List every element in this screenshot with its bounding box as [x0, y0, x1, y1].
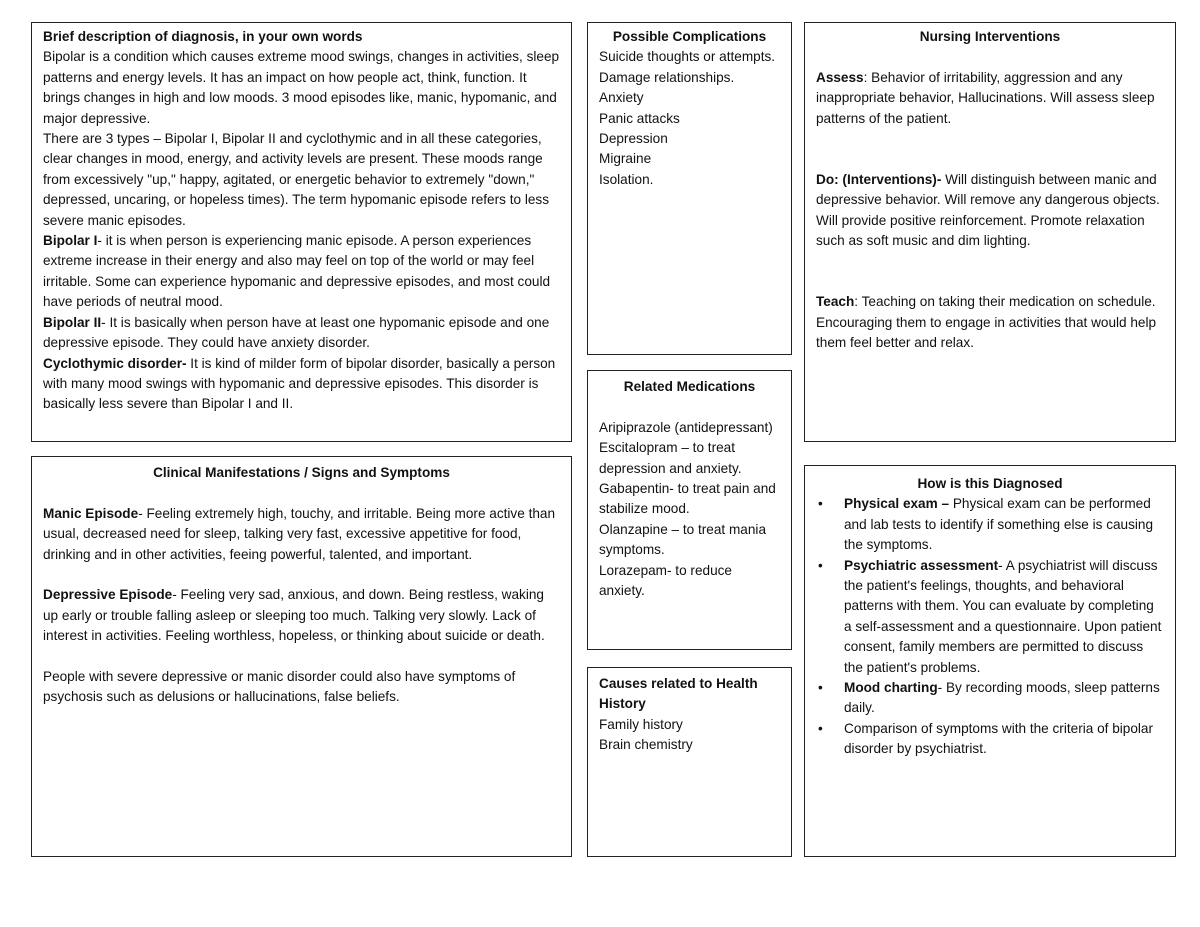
cause-item: Family history [599, 716, 683, 732]
teach-text: : Teaching on taking their medication on schedule. [854, 294, 1156, 310]
medication-item: Aripiprazole (antidepressant) [599, 419, 773, 435]
causes-box [587, 667, 792, 857]
clinical-manifestations-title: Clinical Manifestations / Signs and Symptoms [153, 465, 450, 480]
complications-box [587, 22, 792, 355]
teach-paragraph-2: Encouraging them to engage in activities that would help them feel better and relax. [816, 314, 1157, 351]
complication-item: Anxiety [599, 90, 644, 106]
teach-paragraph [816, 292, 1164, 312]
bipolar-2-label: Bipolar II [43, 314, 102, 330]
medication-item: Lorazepam- to reduce anxiety. [599, 562, 732, 599]
diagnosis-list [816, 494, 1164, 759]
nursing-interventions-title: Nursing Interventions [919, 29, 1061, 44]
medication-item: Escitalopram – to treat depression and anxiety. [599, 440, 742, 476]
diagnosis-item-label: Mood charting [844, 680, 938, 696]
nursing-interventions-box [804, 22, 1176, 442]
depressive-episode-text: - Feeling very sad, anxious, and down. Being restless, waking up early or trouble falling asleep or sleeping too much. Talking very slowly. Lack of interest in activities. Feeling worthless, hopeless, or thinking about suicide or death. [43, 587, 545, 644]
assess-text: : Behavior of irritability, aggression and any inappropriate behavior, Hallucinations. Will assess sleep patterns of the patient. [816, 69, 1155, 126]
manic-episode-text: - Feeling extremely high, touchy, and irritable. Being more active than usual, decreased need for sleep, talking very fast, excessive appetitive for food, drinking and in other activities, feeing powerful, talented, and important. [43, 505, 556, 562]
causes-title: Causes related to Health History [599, 676, 758, 712]
diagnosis-item [844, 678, 1164, 719]
diagnosis-item [844, 494, 1164, 555]
complications-title: Possible Complications [612, 29, 767, 44]
diagnosis-item [844, 719, 1164, 760]
medication-item: Gabapentin- to treat pain and stabilize mood. [599, 481, 776, 517]
medications-box [587, 370, 792, 650]
assess-paragraph [816, 68, 1164, 129]
complication-item: Suicide thoughts or attempts. [599, 49, 776, 65]
depressive-episode-label: Depressive Episode [43, 587, 173, 603]
complication-item: Depression [599, 131, 668, 147]
complication-item: Migraine [599, 151, 652, 167]
brief-paragraph-2: There are 3 types – Bipolar I, Bipolar II and cyclothymic and in all these categories, clear changes in mood, energy, and activity levels are present. These moods range from excessively "up," happy, agitated, or energetic behavior to extremely "down," depressed, uncaring, or hopeless times). The term hypomanic episode refers to less severe manic episodes. [43, 131, 549, 228]
medications-title: Related Medications [623, 379, 756, 394]
do-paragraph [816, 170, 1164, 252]
assess-label: Assess [816, 69, 864, 85]
bipolar-1-text: - it is when person is experiencing manic episode. A person experiences extreme increase in their energy and also may feel on top of the world or may feel irritable. Some can experience hypomanic and depressive episodes, and most could have periods of neutral mood. [43, 233, 551, 310]
clinical-manifestations-box [31, 456, 572, 857]
brief-description-box [31, 22, 572, 442]
bipolar-2-text: - It is basically when person have at least one hypomanic episode and one depressive episode. They could have anxiety disorder. [43, 314, 550, 351]
diagnosis-title: How is this Diagnosed [917, 476, 1063, 491]
bipolar-2-paragraph [43, 313, 560, 354]
complication-item: Damage relationships. [599, 69, 735, 85]
cyclothymic-label: Cyclothymic disorder- [43, 355, 187, 371]
diagnosis-item-text: Physical exam can be performed and lab tests to identify if something else is causing the symptoms. [844, 496, 1154, 553]
manic-episode-label: Manic Episode [43, 505, 139, 521]
do-text: Will distinguish between manic and depressive behavior. Will remove any dangerous objects. Will provide positive reinforcement. Promote relaxation such as soft music and dim lighting. [816, 171, 1160, 249]
diagnosis-item-text: - A psychiatrist will discuss the patient's feelings, thoughts, and behavioral patterns with them. You can evaluate by completing a self-assessment and a questionnaire. Upon patient consent, family members are permitted to discuss the patient's problems. [844, 557, 1162, 675]
psychosis-paragraph: People with severe depressive or manic disorder could also have symptoms of psychosis such as delusions or hallucinations, false beliefs. [43, 669, 516, 705]
diagnosis-item-text: - By recording moods, sleep patterns daily. [844, 680, 1160, 716]
cyclothymic-paragraph [43, 354, 560, 415]
do-label: Do: (Interventions)- [816, 171, 942, 187]
diagnosis-box [804, 465, 1176, 857]
diagnosis-item [844, 556, 1164, 678]
cyclothymic-text: It is kind of milder form of bipolar disorder, basically a person with many mood swings with hypomanic and depressive episodes. This disorder is basically less severe than Bipolar I and II. [43, 355, 556, 412]
medication-item: Olanzapine – to treat mania symptoms. [599, 521, 767, 558]
complication-item: Isolation. [599, 171, 654, 187]
diagnosis-item-text: Comparison of symptoms with the criteria of bipolar disorder by psychiatrist. [844, 720, 1153, 757]
teach-label: Teach [816, 294, 855, 310]
brief-paragraph-1: Bipolar is a condition which causes extreme mood swings, changes in activities, sleep patterns and energy levels. It has an impact on how people act, think, function. It brings changes in high and low moods. 3 mood episodes like, manic, hypomanic, and major depressive. [43, 49, 560, 126]
diagnosis-item-label: Physical exam – [844, 496, 950, 512]
cause-item: Brain chemistry [599, 737, 693, 753]
complication-item: Panic attacks [599, 110, 680, 126]
diagnosis-item-label: Psychiatric assessment [844, 557, 999, 573]
depressive-episode-paragraph [43, 585, 560, 646]
bipolar-1-paragraph [43, 231, 560, 313]
bipolar-1-label: Bipolar I [43, 233, 98, 249]
manic-episode-paragraph [43, 504, 560, 565]
brief-description-title: Brief description of diagnosis, in your own words [43, 29, 363, 44]
